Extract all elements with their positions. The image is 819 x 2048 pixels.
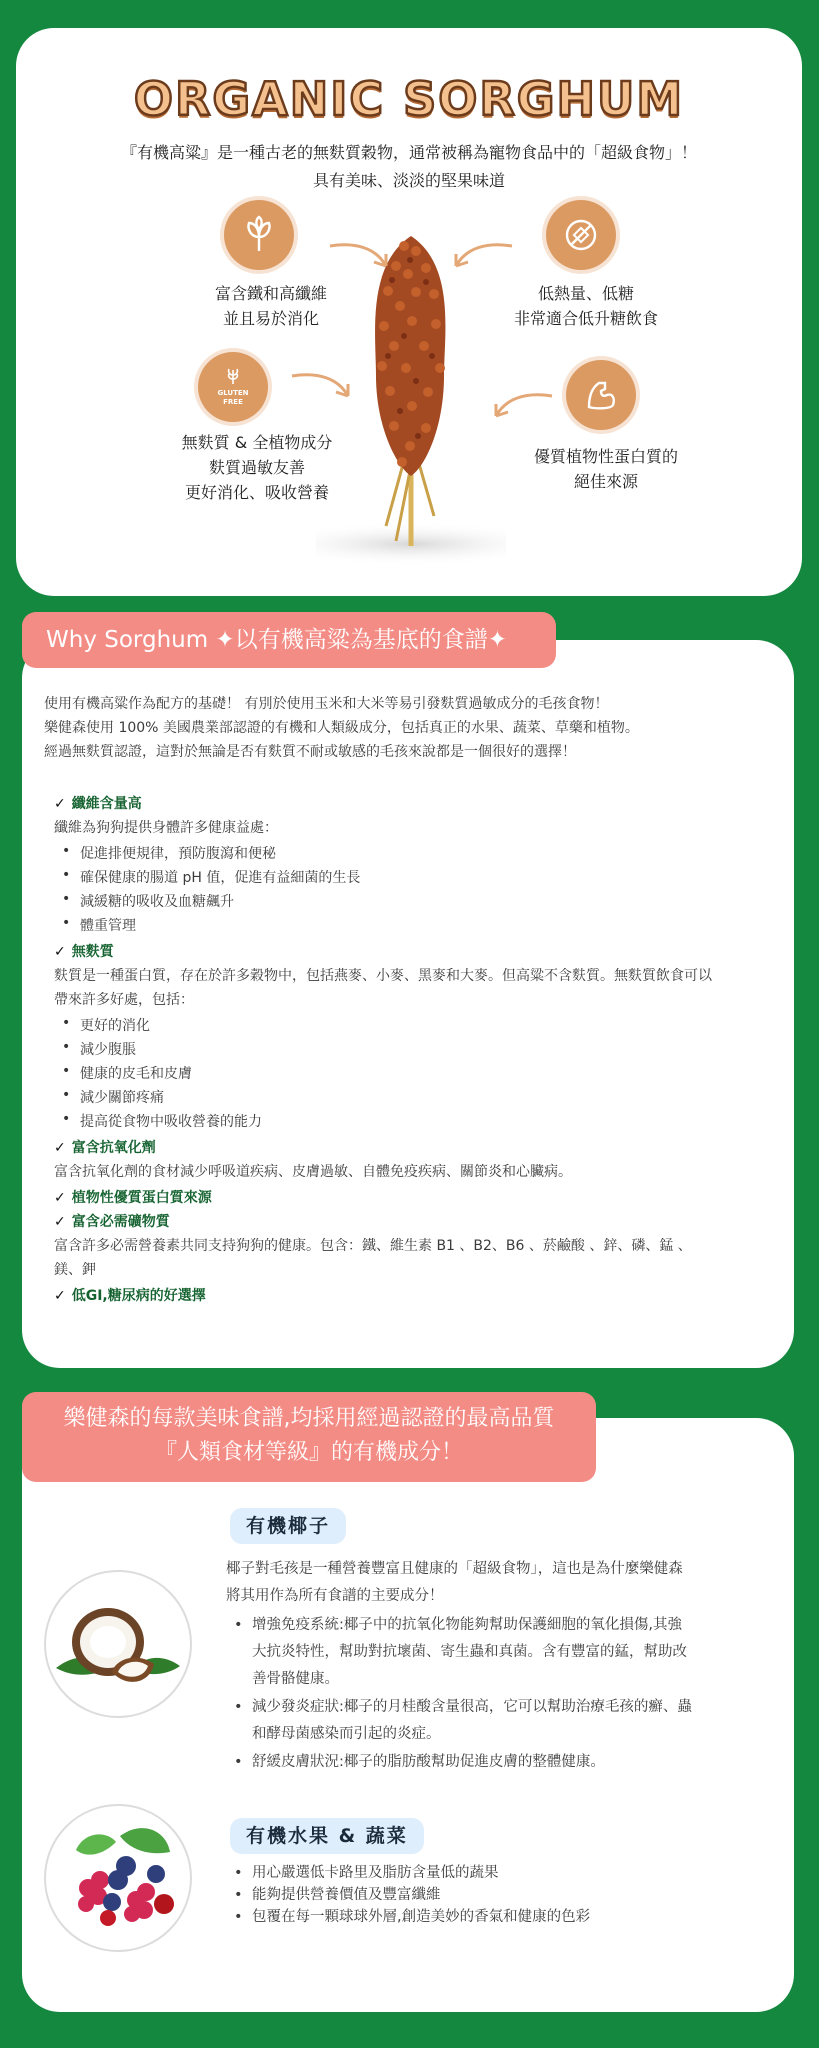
why-sorghum-banner: Why Sorghum ✦以有機高粱為基底的食譜✦ bbox=[22, 612, 556, 668]
list-item: • 健康的皮毛和皮膚 bbox=[80, 1063, 192, 1083]
hero-intro-line2: 具有美味、淡淡的堅果味道 bbox=[312, 171, 505, 190]
protein-heading-text: 植物性優質蛋白質來源 bbox=[71, 1190, 212, 1206]
fiber-desc: 纖維為狗狗提供身體許多健康益處： bbox=[54, 820, 278, 836]
gluten-desc-line: 麩質是一種蛋白質，存在於許多穀物中，包括燕麥、小麥、黑麥和大麥。但高粱不含麩質。無麩質飲食可以 bbox=[54, 968, 712, 984]
feature-text-line: 並且易於消化 bbox=[222, 309, 319, 328]
quality-banner-line: 樂健森的每款美味食譜,均採用經過認證的最高品質 bbox=[63, 1406, 555, 1431]
list-item: • 促進排便規律，預防腹瀉和便秘 bbox=[80, 843, 276, 863]
list-item: • 包覆在每一顆球球外層,創造美妙的香氣和健康的色彩 bbox=[252, 1906, 762, 1928]
coconut-benefit-inflammation bbox=[252, 1694, 762, 1748]
fiber-heading-text: 纖維含量高 bbox=[71, 796, 142, 812]
page-title: ORGANIC SORGHUM bbox=[133, 72, 685, 126]
mineral-desc-line: 鎂、鉀 bbox=[54, 1262, 96, 1278]
coconut-intro-line: 椰子對毛孩是一種營養豐富且健康的「超級食物」，這也是為什麼樂健森 bbox=[226, 1561, 683, 1577]
feature-text-line: 無麩質 & 全植物成分 bbox=[181, 433, 333, 452]
hero-card bbox=[16, 28, 802, 596]
benefit-line: • 增強免疫系統:椰子中的抗氧化物能夠幫助保護細胞的氧化損傷,其強 bbox=[252, 1617, 682, 1633]
arrow-right-icon bbox=[326, 238, 396, 278]
list-item: • 能夠提供營養價值及豐富纖維 bbox=[252, 1884, 762, 1906]
feature-text-line: 優質植物性蛋白質的 bbox=[533, 447, 678, 466]
benefit-line: 大抗炎特性，幫助對抗壞菌、寄生蟲和真菌。含有豐富的錳，幫助改 bbox=[252, 1644, 687, 1660]
coconut-image bbox=[44, 1570, 192, 1718]
gluten-free-icon bbox=[198, 352, 268, 422]
coconut-benefit-skin: • 舒緩皮膚狀況:椰子的脂肪酸幫助促進皮膚的整體健康。 bbox=[252, 1749, 762, 1776]
gluten-free-badge-text: GLUTEN FREE bbox=[217, 389, 249, 406]
protein-heading bbox=[54, 1187, 212, 1207]
feature-text-line: 絕佳來源 bbox=[573, 472, 638, 491]
mineral-desc-line: 富含許多必需營養素共同支持狗狗的健康。包含：鐵、維生素 B1 、B2、B6 、菸鹼酸 、鋅、磷、錳 、 bbox=[54, 1238, 692, 1254]
benefit-line: 和酵母菌感染而引起的炎症。 bbox=[252, 1726, 441, 1742]
why-intro-line: 樂健森使用 100% 美國農業部認證的有機和人類級成分，包括真正的水果、蔬菜、草藥和植物。 bbox=[44, 720, 639, 736]
arrow-left-icon bbox=[446, 238, 516, 278]
coconut-intro-line: 將其用作為所有食譜的主要成分！ bbox=[226, 1588, 444, 1604]
gluten-heading bbox=[54, 941, 114, 961]
check-icon: ✓ bbox=[54, 1214, 66, 1230]
fruits-veg-tag: 有機水果 & 蔬菜 bbox=[230, 1818, 424, 1854]
feature-text-line: 富含鐵和高纖維 bbox=[214, 284, 327, 303]
low-gi-heading bbox=[54, 1285, 206, 1305]
list-item: • 用心嚴選低卡路里及脂肪含量低的蔬果 bbox=[252, 1862, 762, 1884]
antioxidant-heading-text: 富含抗氧化劑 bbox=[71, 1140, 156, 1156]
list-item: • 確保健康的腸道 pH 值，促進有益細菌的生長 bbox=[80, 867, 360, 887]
antioxidant-desc: 富含抗氧化劑的食材減少呼吸道疾病、皮膚過敏、自體免疫疾病、關節炎和心臟病。 bbox=[54, 1164, 572, 1180]
check-icon: ✓ bbox=[54, 796, 66, 812]
hero-intro-line1: 『有機高粱』是一種古老的無麩質穀物，通常被稱為寵物食品中的「超級食物」！ bbox=[120, 143, 697, 162]
feature-top-left bbox=[166, 281, 376, 331]
list-item: • 減緩糖的吸收及血糖飆升 bbox=[80, 891, 234, 911]
benefit-line: • 減少發炎症狀:椰子的月桂酸含量很高，它可以幫助治療毛孩的癬、蟲 bbox=[252, 1699, 692, 1715]
list-item: • 體重管理 bbox=[80, 915, 136, 935]
feature-text-line: 更好消化、吸收營養 bbox=[184, 483, 329, 502]
leaf-icon bbox=[224, 200, 294, 270]
feature-top-right bbox=[486, 281, 686, 331]
arrow-right-icon bbox=[288, 368, 358, 408]
coconut-benefit-immune bbox=[252, 1612, 762, 1693]
why-intro-line: 使用有機高粱作為配方的基礎！ 有別於使用玉米和大米等易引發麩質過敏成分的毛孩食物！ bbox=[44, 696, 609, 712]
feature-text-line: 低熱量、低糖 bbox=[537, 284, 634, 303]
mineral-heading bbox=[54, 1211, 170, 1231]
feature-text-line: 麩質過敏友善 bbox=[208, 458, 305, 477]
fiber-heading bbox=[54, 793, 142, 813]
list-item: • 提高從食物中吸收營養的能力 bbox=[80, 1111, 262, 1131]
gluten-heading-text: 無麩質 bbox=[71, 944, 114, 960]
berries-image bbox=[44, 1804, 192, 1952]
why-intro-line: 經過無麩質認證，這對於無論是否有麩質不耐或敏感的毛孩來說都是一個很好的選擇！ bbox=[44, 744, 576, 760]
muscle-icon bbox=[566, 360, 636, 430]
coconut-tag: 有機椰子 bbox=[230, 1508, 346, 1544]
list-item: • 減少關節疼痛 bbox=[80, 1087, 164, 1107]
antioxidant-heading bbox=[54, 1137, 156, 1157]
arrow-left-icon bbox=[486, 388, 556, 428]
check-icon: ✓ bbox=[54, 1288, 66, 1304]
gluten-desc-line: 帶來許多好處，包括： bbox=[54, 992, 194, 1008]
check-icon: ✓ bbox=[54, 1140, 66, 1156]
no-sugar-icon bbox=[546, 200, 616, 270]
list-item: • 減少腹脹 bbox=[80, 1039, 136, 1059]
low-gi-heading-text: 低GI,糖尿病的好選擇 bbox=[71, 1288, 206, 1304]
feature-text-line: 非常適合低升糖飲食 bbox=[513, 309, 658, 328]
quality-banner-line: 『人類食材等級』的有機成分！ bbox=[154, 1440, 463, 1465]
feature-bottom-right bbox=[506, 444, 706, 494]
check-icon: ✓ bbox=[54, 944, 66, 960]
check-icon: ✓ bbox=[54, 1190, 66, 1206]
list-item: • 更好的消化 bbox=[80, 1015, 150, 1035]
feature-bottom-left bbox=[146, 430, 368, 505]
quality-banner bbox=[22, 1392, 596, 1482]
mineral-heading-text: 富含必需礦物質 bbox=[71, 1214, 170, 1230]
benefit-line: 善骨骼健康。 bbox=[252, 1671, 339, 1687]
